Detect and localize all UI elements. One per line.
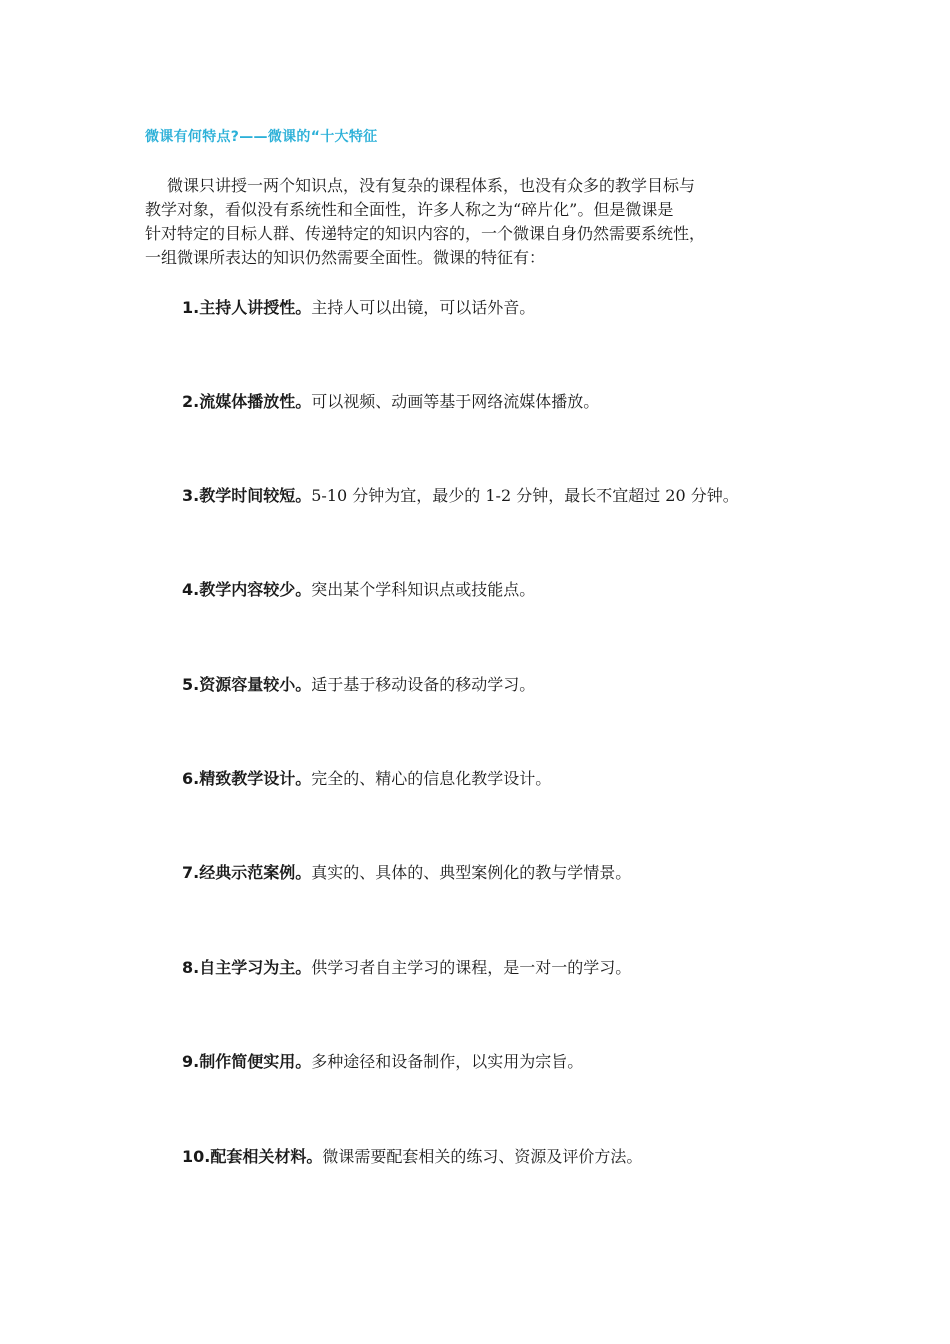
feature-item-1 — [182, 296, 535, 320]
feature-description: 突出某个学科知识点或技能点。 — [311, 580, 536, 599]
feature-description: 真实的、具体的、典型案例化的教与学情景。 — [311, 863, 632, 882]
feature-description: 完全的、精心的信息化教学设计。 — [311, 769, 552, 788]
feature-item-3 — [182, 484, 739, 508]
feature-number: 5. — [182, 675, 200, 694]
feature-description: 主持人可以出镜，可以话外音。 — [311, 298, 536, 317]
intro-line: 针对特定的目标人群、传递特定的知识内容的，一个微课自身仍然需要系统性， — [145, 224, 706, 243]
feature-item-6 — [182, 767, 551, 791]
feature-heading: 制作简便实用。 — [199, 1052, 312, 1071]
feature-item-10 — [182, 1145, 642, 1169]
feature-description: 微课需要配套相关的练习、资源及评价方法。 — [322, 1147, 643, 1166]
feature-item-7 — [182, 861, 631, 885]
feature-description: 适于基于移动设备的移动学习。 — [311, 675, 536, 694]
feature-item-9 — [182, 1050, 583, 1074]
feature-heading: 自主学习为主。 — [199, 958, 312, 977]
feature-number: 3. — [182, 486, 200, 505]
feature-item-5 — [182, 673, 535, 697]
feature-heading: 精致教学设计。 — [199, 769, 312, 788]
feature-item-8 — [182, 956, 631, 980]
intro-line: 教学对象，看似没有系统性和全面性，许多人称之为“碎片化”。但是微课是 — [145, 200, 674, 219]
feature-number: 2. — [182, 392, 200, 411]
feature-item-4 — [182, 578, 535, 602]
feature-number: 8. — [182, 958, 200, 977]
intro-line: 微课只讲授一两个知识点，没有复杂的课程体系，也没有众多的教学目标与 — [167, 176, 696, 195]
feature-description: 多种途径和设备制作，以实用为宗旨。 — [311, 1052, 584, 1071]
feature-number: 6. — [182, 769, 200, 788]
feature-heading: 流媒体播放性。 — [199, 392, 312, 411]
feature-description: 供学习者自主学习的课程，是一对一的学习。 — [311, 958, 632, 977]
intro-line: 一组微课所表达的知识仍然需要全面性。微课的特征有： — [145, 248, 546, 267]
intro-paragraph — [145, 174, 805, 270]
feature-number: 9. — [182, 1052, 200, 1071]
feature-heading: 教学内容较少。 — [199, 580, 312, 599]
feature-description: 可以视频、动画等基于网络流媒体播放。 — [311, 392, 600, 411]
feature-heading: 主持人讲授性。 — [199, 298, 312, 317]
feature-number: 4. — [182, 580, 200, 599]
document-title: 微课有何特点?——微课的“十大特征 — [145, 129, 378, 145]
feature-number: 7. — [182, 863, 200, 882]
feature-number: 1. — [182, 298, 200, 317]
feature-heading: 教学时间较短。 — [199, 486, 312, 505]
feature-description: 5-10 分钟为宜，最少的 1-2 分钟，最长不宜超过 20 分钟。 — [311, 486, 739, 505]
feature-number: 10. — [182, 1147, 211, 1166]
feature-heading: 经典示范案例。 — [199, 863, 312, 882]
feature-heading: 资源容量较小。 — [199, 675, 312, 694]
feature-heading: 配套相关材料。 — [210, 1147, 323, 1166]
feature-item-2 — [182, 390, 599, 414]
